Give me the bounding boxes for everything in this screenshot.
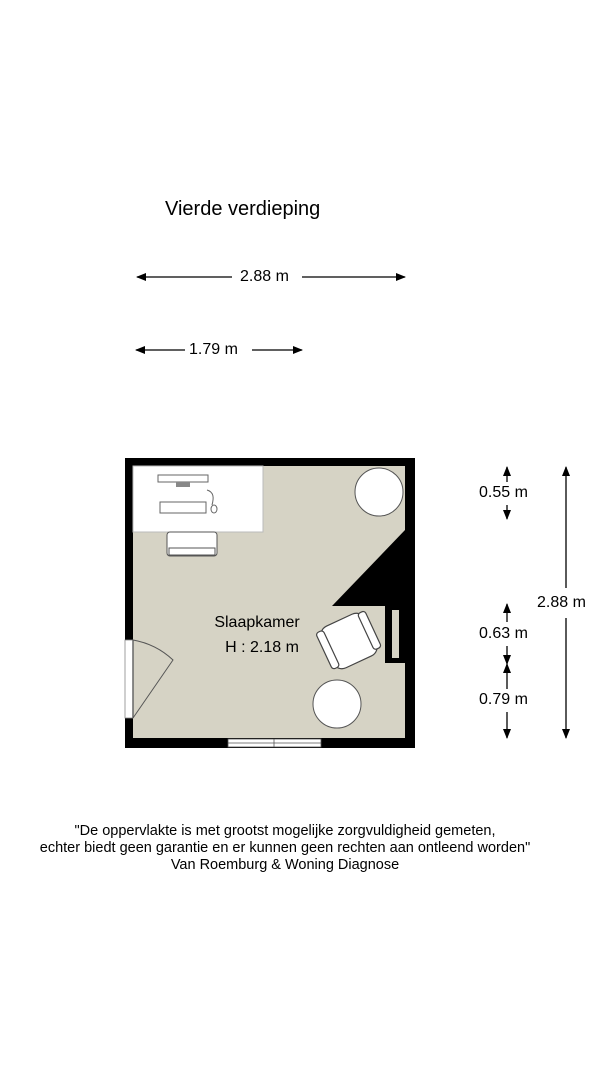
desk-chair-back — [169, 548, 215, 555]
round-table-bottom — [313, 680, 361, 728]
dim-label-right-total: 2.88 m — [533, 594, 590, 612]
desk-mouse — [211, 505, 217, 513]
dim-label-top-partial: 1.79 m — [185, 341, 242, 359]
desk-monitor — [158, 475, 208, 482]
disclaimer-line-1: "De oppervlakte is met grootst mogelijke zorgvuldigheid gemeten, — [74, 823, 496, 839]
room-height: H : 2.18 m — [225, 639, 299, 656]
dim-label-seg-bottom: 0.79 m — [475, 691, 532, 709]
floor-title: Vierde verdieping — [165, 198, 321, 220]
round-table-top — [355, 468, 403, 516]
dim-label-top-width: 2.88 m — [236, 268, 293, 286]
dim-label-seg-mid: 0.63 m — [475, 625, 532, 643]
door-opening — [125, 640, 133, 718]
disclaimer — [0, 823, 570, 874]
right-wall-lower — [405, 466, 415, 748]
wall-niche-inner — [392, 610, 399, 658]
desk-keyboard — [160, 502, 206, 513]
room-name: Slaapkamer — [214, 614, 300, 631]
desk-monitor-stand — [176, 482, 190, 487]
disclaimer-line-2: echter biedt geen garantie en er kunnen geen rechten aan ontleend worden" — [39, 840, 531, 856]
disclaimer-line-3: Van Roemburg & Woning Diagnose — [170, 857, 400, 873]
dim-label-seg-top: 0.55 m — [475, 484, 532, 502]
